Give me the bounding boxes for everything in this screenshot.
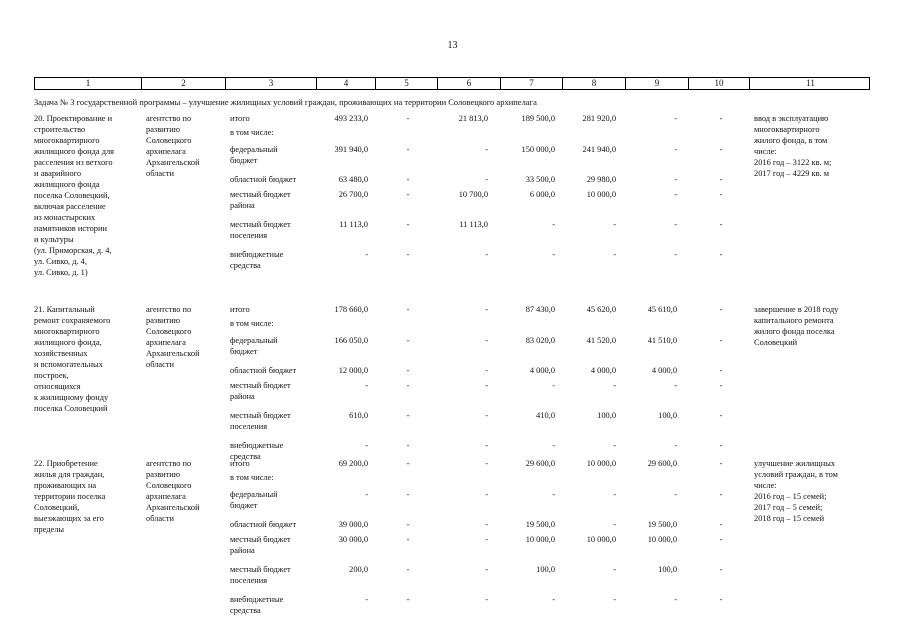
cell-col-4: 610,0	[349, 411, 368, 420]
executor-line: агентство по	[146, 114, 192, 123]
expected-result-line: числе:	[754, 147, 777, 156]
cell-col-9: 29 600,0	[647, 459, 677, 468]
executor-line: Соловецкого	[146, 327, 192, 336]
funding-source-label: в том числе:	[230, 473, 274, 482]
cell-col-7: 33 500,0	[525, 175, 555, 184]
cell-col-9: 4 000,0	[651, 366, 677, 375]
executor-line: Архангельской	[146, 503, 200, 512]
funding-source-label: местный бюджет	[230, 535, 291, 544]
cell-col-5: -	[406, 520, 410, 529]
cell-col-10: -	[719, 441, 723, 450]
cell-col-6: -	[485, 520, 488, 529]
cell-col-5: -	[406, 459, 410, 468]
cell-col-5: -	[406, 220, 410, 229]
cell-col-4: 11 113,0	[339, 220, 368, 229]
entry-name-line: ул. Сивко, д. 4,	[34, 257, 87, 266]
entry-name-line: к жилищному фонду	[34, 393, 109, 402]
cell-col-7: -	[552, 220, 555, 229]
funding-source-label: в том числе:	[230, 319, 274, 328]
funding-source-label: бюджет	[230, 347, 258, 356]
expected-result-line: 2018 год – 15 семей	[754, 514, 825, 523]
cell-col-4: 30 000,0	[338, 535, 368, 544]
expected-result-line: жилого фонда, в том	[754, 136, 828, 145]
cell-col-6: 21 813,0	[458, 114, 488, 123]
entry-name-line: расселения из ветхого	[34, 158, 113, 167]
cell-col-9: -	[674, 441, 677, 450]
cell-col-8: -	[613, 381, 616, 390]
cell-col-7: 4 000,0	[529, 366, 555, 375]
column-header-3: 3	[226, 78, 317, 89]
funding-source-label: федеральный	[230, 145, 278, 154]
cell-col-9: -	[674, 490, 677, 499]
funding-source-label: областной бюджет	[230, 366, 297, 375]
cell-col-8: -	[613, 250, 616, 259]
expected-result-line: капитального ремонта	[754, 316, 834, 325]
funding-source-label: средства	[230, 261, 261, 270]
cell-col-8: 100,0	[597, 411, 616, 420]
cell-col-4: 69 200,0	[338, 459, 368, 468]
expected-result-line: улучшение жилищных	[754, 459, 836, 468]
cell-col-5: -	[406, 490, 410, 499]
entry-name-line: Соловецкий,	[34, 503, 80, 512]
cell-col-9: 10 000,0	[647, 535, 677, 544]
cell-col-4: -	[365, 441, 368, 450]
executor-line: архипелага	[146, 147, 186, 156]
cell-col-8: 241 940,0	[582, 145, 616, 154]
funding-source-label: бюджет	[230, 156, 258, 165]
cell-col-4: 178 660,0	[334, 305, 368, 314]
cell-col-10: -	[719, 336, 723, 345]
cell-col-6: -	[485, 595, 488, 604]
executor-line: области	[146, 169, 174, 178]
cell-col-9: 100,0	[658, 565, 677, 574]
entry-name-line: из монастырских	[34, 213, 96, 222]
cell-col-9: -	[674, 595, 677, 604]
cell-col-4: 12 000,0	[338, 366, 368, 375]
cell-col-10: -	[719, 305, 723, 314]
cell-col-7: 83 020,0	[525, 336, 555, 345]
column-header-10: 10	[689, 78, 750, 89]
cell-col-6: -	[485, 250, 488, 259]
cell-col-6: -	[485, 381, 488, 390]
table-header-row	[34, 77, 870, 90]
cell-col-8: 10 000,0	[586, 535, 616, 544]
cell-col-10: -	[719, 220, 723, 229]
funding-source-label: областной бюджет	[230, 175, 297, 184]
cell-col-4: -	[365, 250, 368, 259]
cell-col-7: -	[552, 441, 555, 450]
funding-source-label: поселения	[230, 576, 268, 585]
column-header-9: 9	[626, 78, 689, 89]
expected-result-line: завершение в 2018 году	[754, 305, 839, 314]
cell-col-8: 281 920,0	[582, 114, 616, 123]
entry-name-line: жилищного фонда для	[34, 147, 115, 156]
funding-source-label: поселения	[230, 231, 268, 240]
cell-col-6: -	[485, 535, 488, 544]
cell-col-10: -	[719, 381, 723, 390]
cell-col-6: -	[485, 490, 488, 499]
cell-col-5: -	[406, 114, 410, 123]
cell-col-8: -	[613, 490, 616, 499]
funding-source-label: района	[230, 546, 255, 555]
entry-name-line: пределы	[34, 525, 65, 534]
cell-col-10: -	[719, 366, 723, 375]
cell-col-5: -	[406, 565, 410, 574]
cell-col-7: -	[552, 490, 555, 499]
executor-line: агентство по	[146, 305, 192, 314]
cell-col-10: -	[719, 535, 723, 544]
cell-col-4: 200,0	[349, 565, 368, 574]
cell-col-5: -	[406, 535, 410, 544]
expected-result-line: 2016 год – 15 семей;	[754, 492, 827, 501]
funding-source-label: в том числе:	[230, 128, 274, 137]
cell-col-4: 391 940,0	[334, 145, 368, 154]
funding-source-label: поселения	[230, 422, 268, 431]
cell-col-5: -	[406, 190, 410, 199]
cell-col-4: -	[365, 381, 368, 390]
funding-source-label: средства	[230, 606, 261, 615]
cell-col-9: -	[674, 250, 677, 259]
entry-name-line: хозяйственных	[34, 349, 88, 358]
entry-name-line: включая расселение	[34, 202, 106, 211]
funding-source-label: внебюджетные	[230, 250, 284, 259]
cell-col-8: 41 520,0	[586, 336, 616, 345]
funding-source-label: итого	[230, 114, 250, 123]
executor-line: агентство по	[146, 459, 192, 468]
executor-line: Соловецкого	[146, 481, 192, 490]
expected-result-line: 2016 год – 3122 кв. м;	[754, 158, 832, 167]
cell-col-5: -	[406, 145, 410, 154]
column-header-1: 1	[35, 78, 142, 89]
cell-col-7: 6 000,0	[529, 190, 555, 199]
cell-col-5: -	[406, 366, 410, 375]
funding-source-label: местный бюджет	[230, 411, 291, 420]
cell-col-8: 10 000,0	[586, 459, 616, 468]
entry-name-line: территории поселка	[34, 492, 106, 501]
cell-col-7: 10 000,0	[525, 535, 555, 544]
entry-name-line: многоквартирного	[34, 136, 100, 145]
funding-source-label: итого	[230, 305, 250, 314]
cell-col-10: -	[719, 459, 723, 468]
column-header-8: 8	[563, 78, 626, 89]
entry-name-line: памятников истории	[34, 224, 107, 233]
funding-source-label: федеральный	[230, 336, 278, 345]
executor-line: области	[146, 514, 174, 523]
entry-name-line: и культуры	[34, 235, 74, 244]
cell-col-8: -	[613, 520, 616, 529]
funding-source-label: местный бюджет	[230, 190, 291, 199]
cell-col-7: 100,0	[536, 565, 555, 574]
cell-col-4: 63 480,0	[338, 175, 368, 184]
page-number: 13	[447, 40, 458, 51]
cell-col-10: -	[719, 250, 723, 259]
entry-name-line: и вспомогательных	[34, 360, 103, 369]
cell-col-6: 11 113,0	[459, 220, 488, 229]
entry-name-line: ремонт сохраняемого	[34, 316, 111, 325]
entry-name-line: построек,	[34, 371, 69, 380]
executor-line: развитию	[146, 470, 181, 479]
expected-result-line: ввод в эксплуатацию	[754, 114, 829, 123]
executor-line: Архангельской	[146, 158, 200, 167]
funding-source-label: местный бюджет	[230, 381, 291, 390]
cell-col-9: 19 500,0	[647, 520, 677, 529]
cell-col-9: -	[674, 190, 677, 199]
cell-col-10: -	[719, 411, 723, 420]
funding-source-label: областной бюджет	[230, 520, 297, 529]
cell-col-7: -	[552, 250, 555, 259]
cell-col-7: -	[552, 381, 555, 390]
cell-col-5: -	[406, 441, 410, 450]
cell-col-6: -	[485, 336, 488, 345]
cell-col-7: 87 430,0	[525, 305, 555, 314]
funding-source-label: федеральный	[230, 490, 278, 499]
cell-col-6: -	[485, 366, 488, 375]
executor-line: архипелага	[146, 492, 186, 501]
entry-name-line: 21. Капитальный	[34, 305, 95, 314]
cell-col-4: 26 700,0	[338, 190, 368, 199]
cell-col-10: -	[719, 490, 723, 499]
cell-col-9: -	[674, 220, 677, 229]
executor-line: архипелага	[146, 338, 186, 347]
cell-col-10: -	[719, 520, 723, 529]
entry-name-line: многоквартирного	[34, 327, 100, 336]
entry-name-line: жилья для граждан,	[34, 470, 105, 479]
funding-source-label: района	[230, 201, 255, 210]
cell-col-8: 4 000,0	[590, 366, 616, 375]
cell-col-6: -	[485, 175, 488, 184]
funding-source-label: бюджет	[230, 501, 258, 510]
entry-name-line: строительство	[34, 125, 86, 134]
funding-source-label: местный бюджет	[230, 220, 291, 229]
cell-col-6: -	[485, 459, 488, 468]
column-header-6: 6	[438, 78, 501, 89]
cell-col-6: -	[485, 305, 488, 314]
cell-col-7: 150 000,0	[521, 145, 555, 154]
expected-result-line: жилого фонда поселка	[754, 327, 835, 336]
entry-name-line: относящихся	[34, 382, 81, 391]
expected-result-line: 2017 год – 5 семей;	[754, 503, 823, 512]
cell-col-6: -	[485, 441, 488, 450]
cell-col-5: -	[406, 175, 410, 184]
cell-col-7: 189 500,0	[521, 114, 555, 123]
cell-col-9: 100,0	[658, 411, 677, 420]
cell-col-4: 166 050,0	[334, 336, 368, 345]
cell-col-10: -	[719, 114, 723, 123]
executor-line: области	[146, 360, 174, 369]
cell-col-9: -	[674, 381, 677, 390]
funding-source-label: района	[230, 392, 255, 401]
cell-col-7: -	[552, 595, 555, 604]
entry-name-line: выезжающих за его	[34, 514, 104, 523]
cell-col-8: 10 000,0	[586, 190, 616, 199]
task-title: Задача № 3 государственной программы – улучшение жилищных условий граждан, проживающих на территории Соловецкого архипелага	[34, 97, 537, 107]
cell-col-8: 29 980,0	[586, 175, 616, 184]
column-header-2: 2	[142, 78, 226, 89]
column-header-4: 4	[317, 78, 376, 89]
cell-col-6: -	[485, 145, 488, 154]
cell-col-9: 41 510,0	[647, 336, 677, 345]
cell-col-7: 19 500,0	[525, 520, 555, 529]
funding-source-label: внебюджетные	[230, 595, 284, 604]
cell-col-10: -	[719, 595, 723, 604]
funding-source-label: внебюджетные	[230, 441, 284, 450]
cell-col-10: -	[719, 145, 723, 154]
funding-source-label: итого	[230, 459, 250, 468]
cell-col-7: 29 600,0	[525, 459, 555, 468]
funding-source-label: средства	[230, 452, 261, 461]
cell-col-4: -	[365, 595, 368, 604]
entry-name-line: проживающих на	[34, 481, 97, 490]
entry-name-line: (ул. Приморская, д. 4,	[34, 246, 112, 255]
entry-name-line: поселка Соловецкий	[34, 404, 108, 413]
cell-col-6: -	[485, 565, 488, 574]
funding-source-label: местный бюджет	[230, 565, 291, 574]
expected-result-line: числе:	[754, 481, 777, 490]
cell-col-9: -	[674, 175, 677, 184]
cell-col-8: 45 620,0	[586, 305, 616, 314]
cell-col-5: -	[406, 250, 410, 259]
expected-result-line: Соловецкий	[754, 338, 798, 347]
column-header-5: 5	[376, 78, 438, 89]
cell-col-8: -	[613, 595, 616, 604]
cell-col-8: -	[613, 565, 616, 574]
cell-col-7: 410,0	[536, 411, 555, 420]
cell-col-9: 45 610,0	[647, 305, 677, 314]
column-header-11: 11	[806, 78, 815, 88]
entry-name-line: жилищного фонда	[34, 180, 100, 189]
expected-result-line: многоквартирного	[754, 125, 820, 134]
entry-name-line: и аварийного	[34, 169, 82, 178]
cell-col-5: -	[406, 381, 410, 390]
executor-line: развитию	[146, 316, 181, 325]
cell-col-6: -	[485, 411, 488, 420]
entry-name-line: поселка Соловецкий,	[34, 191, 110, 200]
cell-col-4: -	[365, 490, 368, 499]
cell-col-5: -	[406, 411, 410, 420]
executor-line: Архангельской	[146, 349, 200, 358]
expected-result-line: 2017 год – 4229 кв. м	[754, 169, 830, 178]
executor-line: Соловецкого	[146, 136, 192, 145]
cell-col-9: -	[674, 145, 677, 154]
cell-col-10: -	[719, 190, 723, 199]
executor-line: развитию	[146, 125, 181, 134]
expected-result-line: условий граждан, в том	[754, 470, 838, 479]
cell-col-5: -	[406, 336, 410, 345]
cell-col-4: 493 233,0	[334, 114, 368, 123]
entry-name-line: 20. Проектирование и	[34, 114, 113, 123]
cell-col-4: 39 000,0	[338, 520, 368, 529]
cell-col-8: -	[613, 441, 616, 450]
entry-name-line: ул. Сивко, д. 1)	[34, 268, 88, 277]
cell-col-9: -	[674, 114, 677, 123]
cell-col-10: -	[719, 565, 723, 574]
cell-col-6: 10 700,0	[458, 190, 488, 199]
entry-name-line: 22. Приобретение	[34, 459, 98, 468]
cell-col-10: -	[719, 175, 723, 184]
cell-col-8: -	[613, 220, 616, 229]
entry-name-line: жилищного фонда,	[34, 338, 102, 347]
cell-col-5: -	[406, 305, 410, 314]
column-header-7: 7	[501, 78, 563, 89]
cell-col-5: -	[406, 595, 410, 604]
